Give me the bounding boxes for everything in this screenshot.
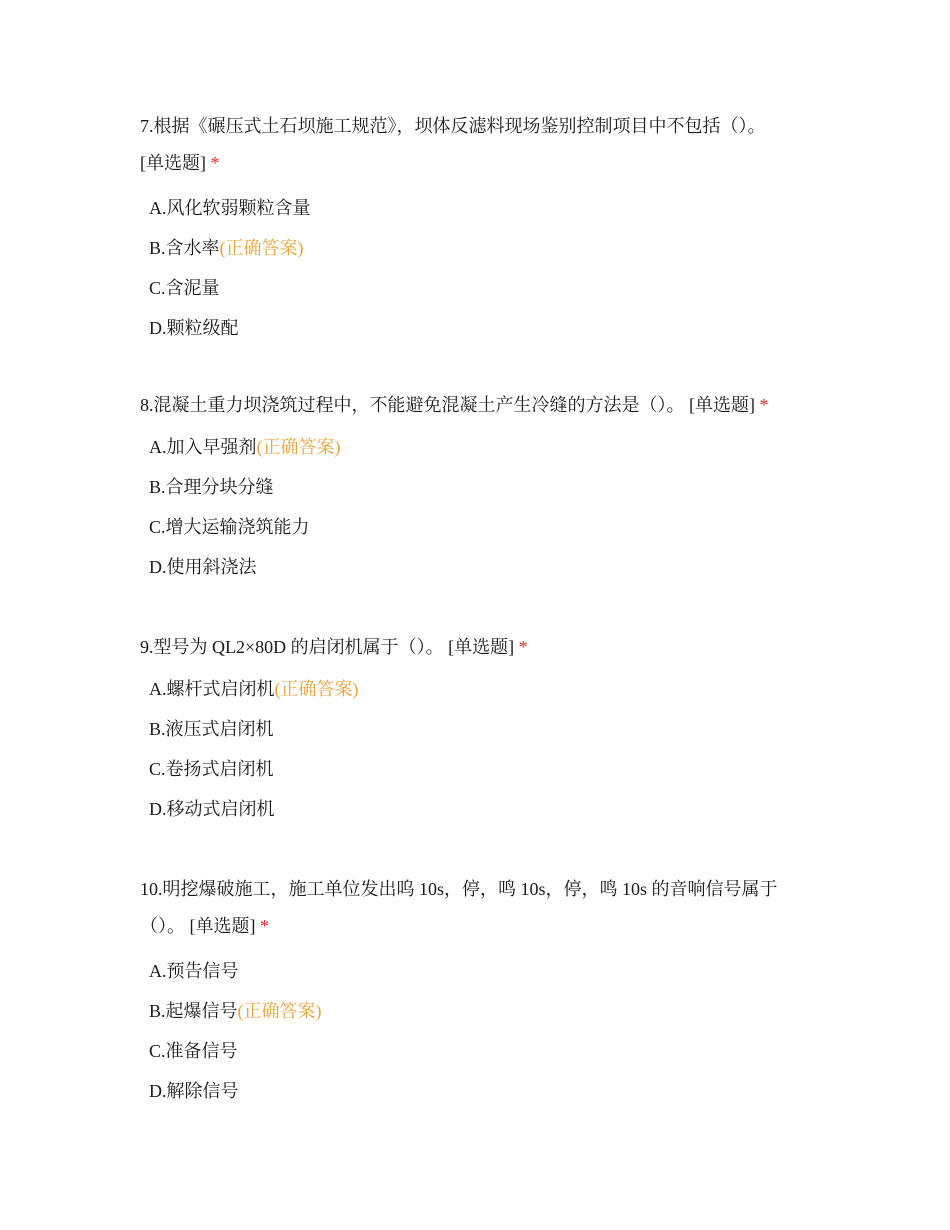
question-type-label: [单选题] — [140, 153, 206, 173]
question-text: 10.明挖爆破施工，施工单位发出呜 10s，停，鸣 10s，停，鸣 10s 的音响信号属于（）。 — [140, 879, 778, 936]
option-text: C.准备信号 — [149, 1041, 238, 1061]
required-star: * — [518, 637, 528, 657]
option-text: B.含水率 — [149, 238, 220, 258]
question-type-label: [单选题] — [689, 395, 755, 415]
question-10 — [140, 871, 820, 1111]
option-d — [149, 789, 820, 829]
option-a — [149, 951, 820, 991]
correct-answer-mark: (正确答案) — [219, 238, 304, 258]
option-a — [149, 669, 820, 709]
option-d — [149, 547, 820, 587]
option-text: A.加入早强剂 — [149, 437, 257, 457]
required-star: * — [210, 153, 220, 173]
question-type-label: [单选题] — [448, 637, 515, 657]
option-c — [149, 507, 820, 547]
option-text: B.起爆信号 — [149, 1001, 238, 1021]
question-8 — [140, 387, 820, 587]
option-text: B.液压式启闭机 — [149, 719, 274, 739]
option-a — [149, 427, 820, 467]
option-list — [140, 669, 820, 829]
question-text: 8.混凝土重力坝浇筑过程中，不能避免混凝土产生冷缝的方法是（）。 — [140, 395, 685, 415]
question-9 — [140, 629, 820, 829]
option-text: C.增大运输浇筑能力 — [149, 517, 310, 537]
option-c — [149, 1031, 820, 1071]
option-text: C.含泥量 — [149, 278, 220, 298]
question-text: 9.型号为 QL2×80D 的启闭机属于（）。 — [140, 637, 444, 657]
option-list — [140, 427, 820, 587]
question-7 — [140, 108, 820, 348]
option-text: A.预告信号 — [149, 961, 239, 981]
option-d — [149, 1071, 820, 1111]
option-b — [149, 467, 820, 507]
option-text: B.合理分块分缝 — [149, 477, 274, 497]
correct-answer-mark: (正确答案) — [274, 679, 359, 699]
option-list — [140, 951, 820, 1111]
question-stem — [140, 387, 820, 424]
required-star: * — [759, 395, 769, 415]
option-text: C.卷扬式启闭机 — [149, 759, 274, 779]
option-list — [140, 188, 820, 348]
question-stem — [140, 108, 820, 182]
option-text: D.移动式启闭机 — [149, 799, 275, 819]
question-stem — [140, 629, 820, 666]
correct-answer-mark: (正确答案) — [237, 1001, 322, 1021]
question-type-label: [单选题] — [189, 916, 256, 936]
option-b — [149, 709, 820, 749]
question-text: 7.根据《碾压式土石坝施工规范》，坝体反滤料现场鉴别控制项目中不包括（）。 — [140, 116, 766, 136]
option-b — [149, 991, 820, 1031]
option-c — [149, 749, 820, 789]
option-text: A.螺杆式启闭机 — [149, 679, 275, 699]
option-text: D.颗粒级配 — [149, 318, 239, 338]
option-a — [149, 188, 820, 228]
correct-answer-mark: (正确答案) — [256, 437, 341, 457]
question-stem — [140, 871, 820, 945]
option-text: D.使用斜浇法 — [149, 557, 257, 577]
option-b — [149, 228, 820, 268]
option-text: D.解除信号 — [149, 1081, 239, 1101]
option-d — [149, 308, 820, 348]
option-c — [149, 268, 820, 308]
required-star: * — [260, 916, 269, 936]
option-text: A.风化软弱颗粒含量 — [149, 198, 311, 218]
